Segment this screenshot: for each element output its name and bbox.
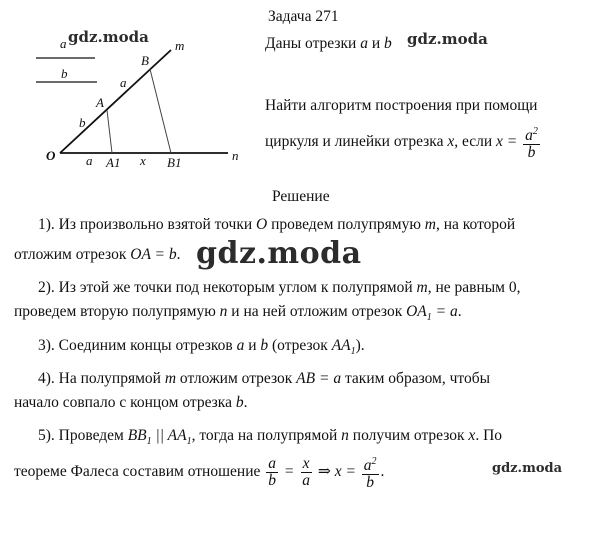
label-b-segment: b (61, 66, 68, 81)
label-a-base: a (86, 153, 93, 168)
label-point-O: O (46, 148, 56, 163)
label-x-base: x (140, 153, 146, 168)
step-4-line-1: 4). На полупрямой m отложим отрезок AB = a таким образом, чтобы (38, 370, 491, 387)
given-line (265, 35, 392, 53)
label-a-top: a (60, 36, 67, 51)
formula-lhs: x = (496, 133, 518, 151)
step-5-line-2: теореме Фалеса составим отношение $\frac{a}{b}$ = $\frac{x}{a}$ ⇒ x = $\frac{a^2}{b}$ . (14, 455, 385, 492)
label-point-A1: A1 (106, 155, 121, 170)
fraction-denominator: b (527, 144, 536, 162)
watermark-small: gdz.moda (68, 28, 149, 46)
given-text: Даны отрезки (265, 35, 357, 52)
segment-aa1 (107, 110, 112, 153)
watermark-large: gdz.moda (196, 236, 362, 271)
ray-m (60, 50, 171, 153)
step-1-line-2: отложим отрезок OA = b. (14, 246, 181, 263)
label-b-low: b (79, 115, 86, 130)
fraction-a2-over-b: $\frac{a^2}{b}$ (363, 456, 377, 492)
watermark-bottom: gdz.moda (492, 461, 563, 476)
segment-bb1 (150, 69, 171, 153)
label-m: m (175, 38, 185, 53)
step-5-line-1: 5). Проведем $BB_1$ || $AA_1$, тогда на полупрямой n получим отрезок x. По (38, 427, 503, 448)
task-line-1: Найти алгоритм построения при помощи (265, 97, 538, 114)
step-1-line-1: 1). Из произвольно взятой точки O проведем полупрямую m, на которой (38, 216, 516, 233)
step-3: 3). Соединим концы отрезков a и b (отрезок $AA_1$). (38, 337, 365, 358)
task-if: , если (454, 133, 493, 151)
step-2-line-1: 2). Из этой же точки под некоторым углом к полупрямой m, не равным 0, (38, 279, 521, 296)
task-line-2 (265, 124, 542, 161)
implies-x: ⇒ x = (317, 463, 356, 481)
label-point-B: B (141, 53, 149, 68)
given-and: и (371, 35, 381, 52)
task-fraction (523, 124, 540, 161)
var-x: x (447, 133, 455, 151)
task-text: циркуля и линейки отрезка (265, 133, 444, 151)
fraction-x-over-a: $\frac{x}{a}$ (302, 455, 310, 490)
var-a: a (360, 35, 368, 52)
var-b: b (383, 35, 392, 52)
fraction-numerator: $a^2$ (525, 126, 538, 145)
label-a-mid: a (120, 75, 127, 90)
fraction-a-over-b: $\frac{a}{b}$ (268, 455, 276, 490)
step-4-line-2: начало совпало с концом отрезка b. (14, 394, 248, 411)
solution-heading: Решение (272, 188, 330, 205)
page-title: Задача 271 (268, 8, 339, 25)
label-n: n (232, 148, 239, 163)
label-point-A: A (96, 95, 104, 110)
step-2-line-2: проведем вторую полупрямую n и на ней отложим отрезок $OA_1 = a$. (14, 303, 462, 324)
watermark-top: gdz.moda (407, 30, 488, 48)
label-point-B1: B1 (167, 155, 182, 170)
